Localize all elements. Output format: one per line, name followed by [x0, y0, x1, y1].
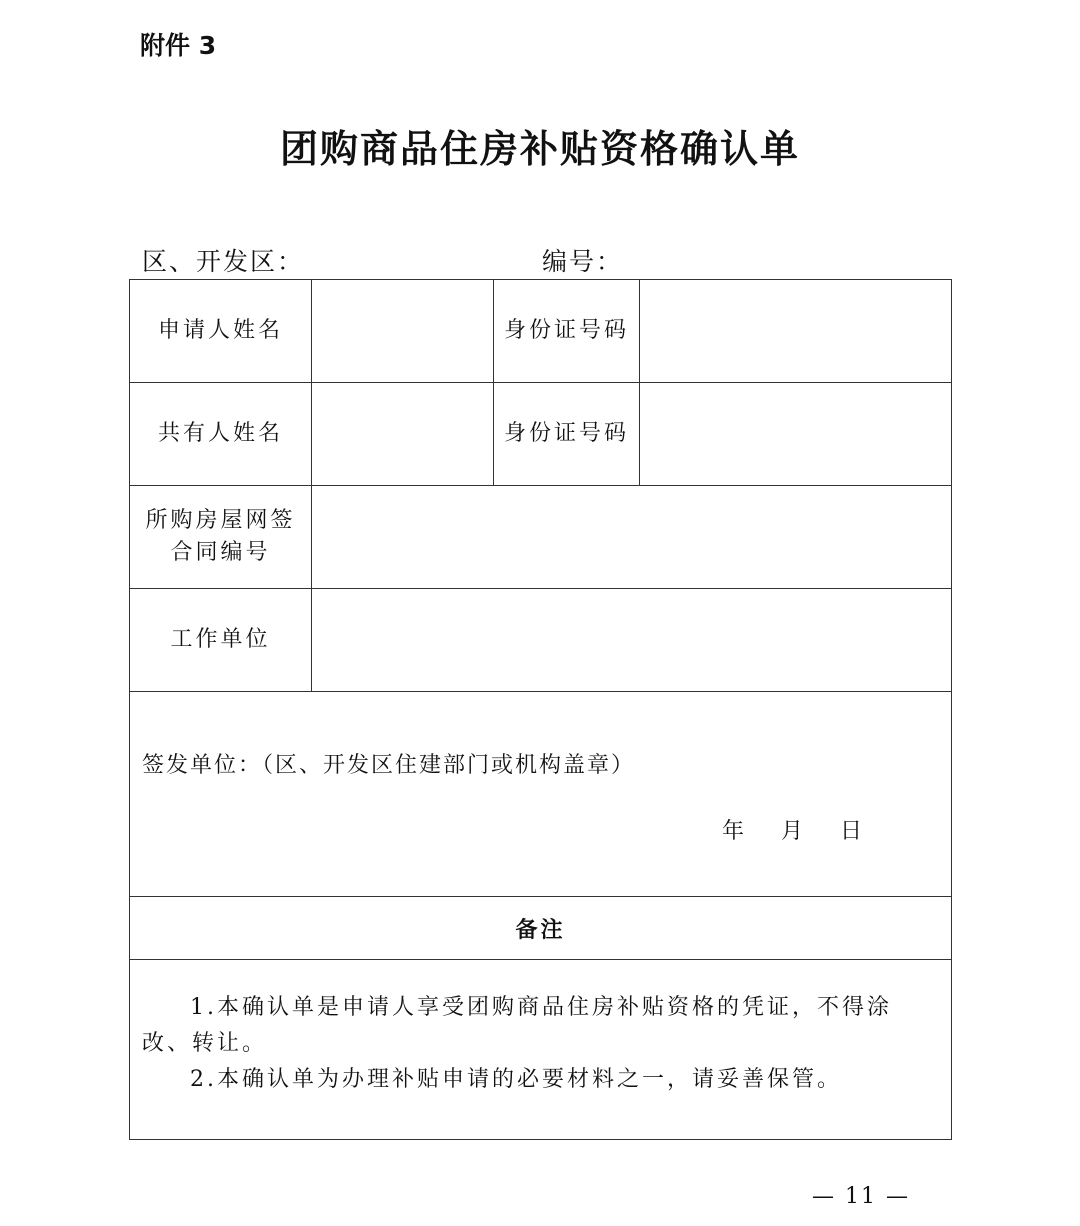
contract-number-label — [130, 486, 312, 589]
attachment-label: 附件 3 — [140, 31, 217, 60]
employer-label: 工作单位 — [130, 589, 312, 692]
issuer-label: 签发单位：（区、开发区住建部门或机构盖章） — [142, 753, 636, 778]
employer-row — [130, 589, 952, 692]
co-owner-name-label: 共有人姓名 — [130, 383, 312, 486]
page-number: — 11 — — [812, 1184, 910, 1209]
number-label: 编号： — [542, 247, 624, 276]
contract-label-line2: 合同编号 — [170, 540, 271, 565]
employer-field[interactable] — [312, 589, 952, 692]
remarks-notes — [130, 960, 952, 1140]
confirmation-form — [129, 279, 952, 1140]
contract-number-field[interactable] — [312, 486, 952, 589]
district-label: 区、开发区： — [142, 247, 305, 276]
remarks-row — [130, 960, 952, 1140]
contract-row — [130, 486, 952, 589]
note-1: 1.本确认单是申请人享受团购商品住房补贴资格的凭证，不得涂改、转让。 — [142, 995, 892, 1056]
issuer-row — [130, 692, 952, 897]
issue-date: 年 月 日 — [722, 819, 862, 844]
applicant-name-field[interactable] — [312, 280, 494, 383]
co-owner-row — [130, 383, 952, 486]
applicant-id-label: 身份证号码 — [494, 280, 640, 383]
document-title: 团购商品住房补贴资格确认单 — [279, 126, 800, 171]
note-2: 2.本确认单为办理补贴申请的必要材料之一，请妥善保管。 — [190, 1067, 842, 1092]
applicant-row — [130, 280, 952, 383]
issuer-section — [130, 692, 952, 897]
co-owner-id-label: 身份证号码 — [494, 383, 640, 486]
contract-label-line1: 所购房屋网签 — [145, 508, 296, 533]
applicant-name-label: 申请人姓名 — [130, 280, 312, 383]
co-owner-id-field[interactable] — [640, 383, 952, 486]
remarks-heading: 备注 — [130, 897, 952, 960]
applicant-id-field[interactable] — [640, 280, 952, 383]
remarks-heading-row — [130, 897, 952, 960]
co-owner-name-field[interactable] — [312, 383, 494, 486]
